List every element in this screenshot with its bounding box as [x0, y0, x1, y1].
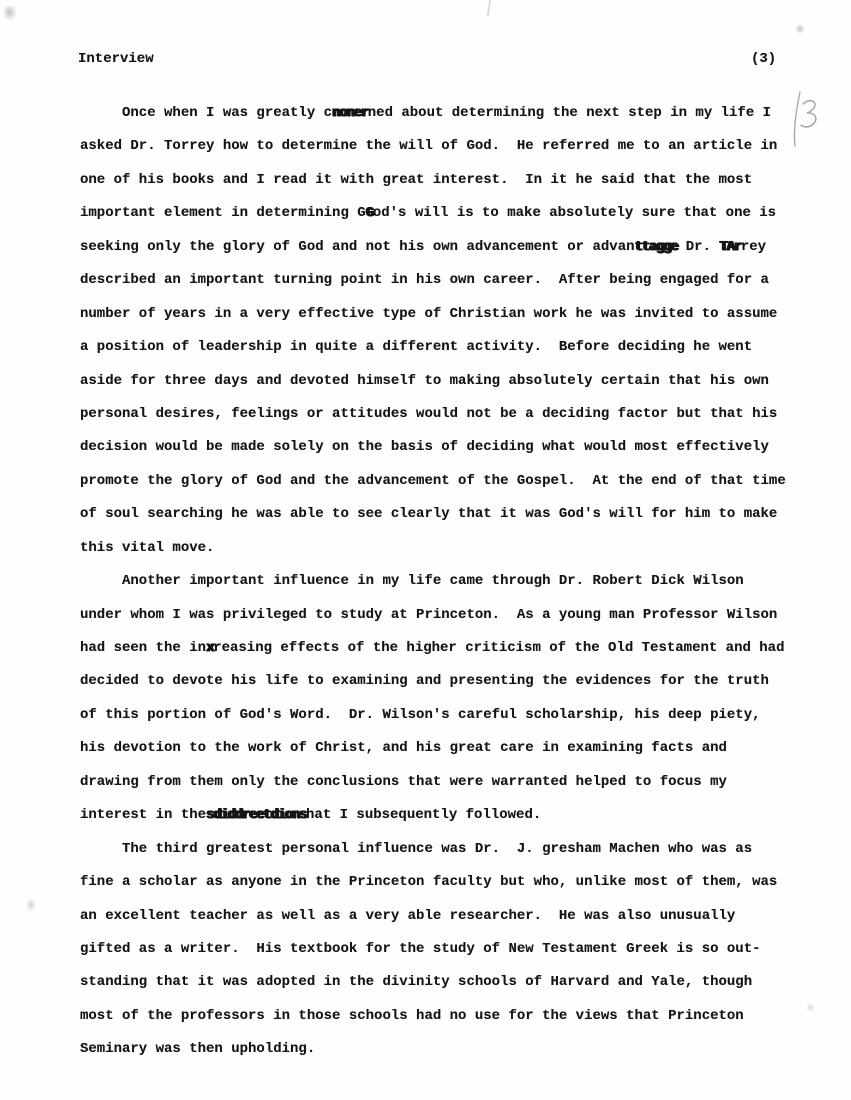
- text-line: [80, 164, 800, 197]
- text-line: [80, 231, 800, 264]
- text-segment: od's will is to make absolutely sure that one is: [372, 205, 777, 222]
- text-segment: asked Dr. Torrey how to determine the will of God. He referred me to an article in: [80, 138, 778, 155]
- text-line: [80, 97, 800, 130]
- text-line: [80, 599, 800, 632]
- page-header: [0, 51, 851, 71]
- text-segment: gifted as a writer. His textbook for the study of New Testament Greek is so out-: [80, 940, 761, 957]
- text-line: [80, 799, 800, 832]
- text-line: [80, 766, 800, 799]
- text-segment: Dr.: [677, 238, 720, 255]
- text-segment: The third greatest personal influence was Dr. J. gresham Machen who was as: [80, 840, 753, 857]
- text-line: [80, 431, 800, 464]
- text-segment: had seen the in: [80, 640, 207, 656]
- text-line: [80, 130, 800, 163]
- text-line: [80, 465, 800, 498]
- text-segment: standing that it was adopted in the divinity schools of Harvard and Yale, though: [80, 974, 753, 991]
- text-line: [80, 331, 800, 364]
- text-line: [80, 197, 800, 230]
- text-segment: hat I subsequently followed.: [306, 807, 542, 824]
- text-line: [80, 966, 800, 999]
- document-body: [80, 97, 800, 1067]
- text-segment: described an important turning point in his own career. After being engaged for a: [80, 272, 769, 289]
- text-segment: rey: [740, 238, 767, 255]
- scan-artifact: [487, 0, 491, 16]
- text-line: [80, 565, 800, 598]
- text-segment: personal desires, feelings or attitudes would not be a deciding factor but that his: [80, 405, 778, 422]
- overstrike-segment: TAr: [719, 238, 741, 255]
- text-segment: ned about determining the next step in my life I: [367, 105, 772, 121]
- text-segment: Seminary was then upholding.: [80, 1041, 316, 1058]
- text-line: [80, 833, 800, 866]
- text-line: [80, 933, 800, 966]
- text-segment: seeking only the glory of God and not his own advancement or advan: [80, 238, 635, 255]
- text-segment: decision would be made solely on the basis of deciding what would most effectively: [80, 439, 769, 456]
- scan-artifact: [806, 1003, 815, 1012]
- text-line: [80, 665, 800, 698]
- scan-artifact: [26, 898, 36, 912]
- text-segment: aside for three days and devoted himself to making absolutely certain that his own: [80, 372, 769, 389]
- text-segment: fine a scholar as anyone in the Princeton faculty but who, unlike most of them, was: [80, 874, 778, 891]
- text-line: [80, 699, 800, 732]
- text-line: [80, 298, 800, 331]
- text-segment: Once when I was greatly c: [80, 105, 333, 121]
- text-line: [80, 398, 800, 431]
- document-title: Interview: [78, 51, 154, 67]
- text-line: [80, 732, 800, 765]
- text-line: [80, 264, 800, 297]
- text-line: [80, 365, 800, 398]
- text-line: [80, 498, 800, 531]
- page-number: (3): [751, 51, 777, 67]
- overstrike-segment: G: [365, 205, 373, 222]
- scan-artifact: [795, 24, 805, 34]
- text-line: [80, 632, 800, 665]
- text-line: [80, 866, 800, 899]
- text-line: [80, 1033, 800, 1066]
- overstrike-segment: ttagge: [634, 238, 678, 255]
- text-segment: interest in the: [80, 807, 207, 824]
- text-segment: important element in determining G: [80, 205, 366, 222]
- overstrike-segment: x: [206, 640, 214, 656]
- text-segment: an excellent teacher as well as a very able researcher. He was also unusually: [80, 907, 736, 924]
- text-segment: most of the professors in those schools had no use for the views that Princeton: [80, 1007, 744, 1024]
- text-line: [80, 1000, 800, 1033]
- overstrike-segment: sdiddreetdions: [206, 807, 307, 824]
- text-segment: of soul searching he was able to see clearly that it was God's will for him to make: [80, 506, 778, 523]
- text-segment: promote the glory of God and the advancement of the Gospel. At the end of that time: [80, 472, 786, 489]
- text-line: [80, 532, 800, 565]
- text-segment: a position of leadership in quite a different activity. Before deciding he went: [80, 339, 753, 356]
- text-segment: drawing from them only the conclusions that were warranted helped to focus my: [80, 773, 727, 790]
- overstrike-segment: noner: [332, 105, 368, 121]
- text-segment: number of years in a very effective type of Christian work he was invited to assume: [80, 305, 778, 322]
- text-segment: under whom I was privileged to study at Princeton. As a young man Professor Wilson: [80, 606, 778, 623]
- text-segment: reasing effects of the higher criticism of the Old Testament and had: [213, 640, 785, 656]
- scan-artifact: [4, 6, 18, 22]
- text-segment: this vital move.: [80, 539, 215, 556]
- text-segment: his devotion to the work of Christ, and his great care in examining facts and: [80, 740, 727, 757]
- text-segment: Another important influence in my life came through Dr. Robert Dick Wilson: [80, 573, 744, 590]
- text-line: [80, 900, 800, 933]
- text-segment: of this portion of God's Word. Dr. Wilson's careful scholarship, his deep piety,: [80, 706, 761, 723]
- text-segment: one of his books and I read it with great interest. In it he said that the most: [80, 171, 753, 188]
- text-segment: decided to devote his life to examining and presenting the evidences for the truth: [80, 673, 769, 690]
